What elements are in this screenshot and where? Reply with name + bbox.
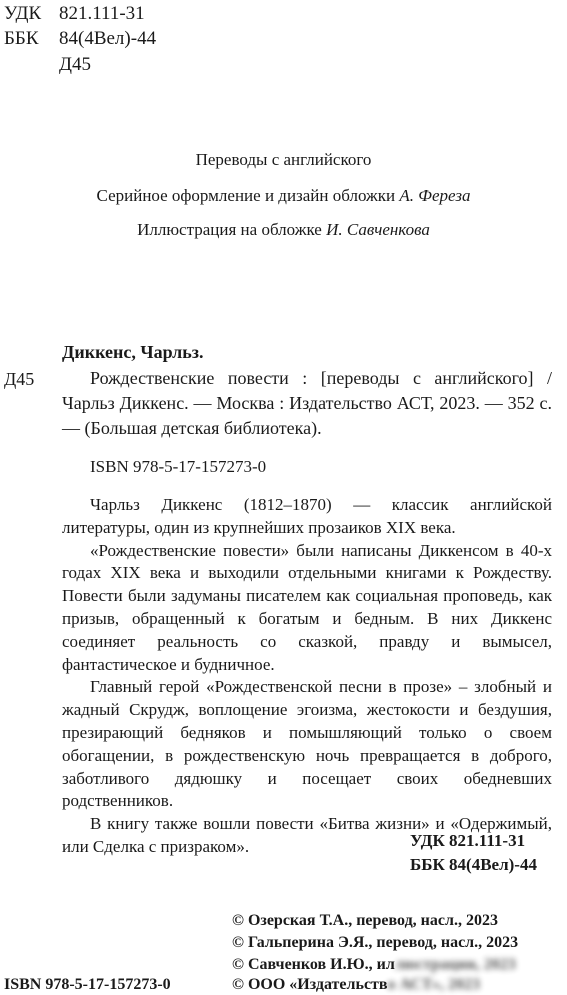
author-heading: Диккенс, Чарльз. xyxy=(62,342,204,362)
author-mark: Д45 xyxy=(59,54,91,75)
bbk-code-line xyxy=(4,27,156,51)
udk-code-line xyxy=(4,2,145,26)
author-mark-bibliographic: Д45 xyxy=(4,369,35,389)
bbk-label: ББК xyxy=(4,28,39,49)
annotation-paragraph: «Рождественские повести» были написаны Диккенсом в 40-х годах XIX века и выходили отдельными книгами к Рождеству. Повести были задуманы писателем как социальная проповедь, как призыв, обращенный к богатым и бедным. В них Диккенс соединяет реальность со сказкой, правду и вымысел, фантастическое и будничное. xyxy=(62,540,552,674)
copyright-line xyxy=(232,956,516,974)
design-credit-text: Серийное оформление и дизайн обложки xyxy=(96,186,400,205)
copyright-blurred-text: о АСТ», 2023 xyxy=(387,976,481,993)
annotation xyxy=(62,494,552,859)
udk-value: 821.111-31 xyxy=(59,3,145,24)
illustration-credit-text: Иллюстрация на обложке xyxy=(137,220,327,239)
footer-udk: УДК 821.111-31 xyxy=(410,831,526,850)
footer-isbn: ISBN 978-5-17-157273-0 xyxy=(4,976,171,993)
bbk-value: 84(4Вел)-44 xyxy=(59,28,157,49)
annotation-paragraph: В книгу также вошли повести «Битва жизни» и «Одержимый, или Сделка с призраком». xyxy=(62,814,552,856)
copyright-line: © Озерская Т.А., перевод, насл., 2023 xyxy=(232,912,498,929)
design-credit xyxy=(0,186,567,206)
copyright-line xyxy=(232,976,480,994)
isbn-line: ISBN 978-5-17-157273-0 xyxy=(90,457,267,476)
annotation-paragraph: Чарльз Диккенс (1812–1870) — классик английской литературы, один из крупнейших прозаиков XIX века. xyxy=(62,495,552,537)
footer-bbk: ББК 84(4Вел)-44 xyxy=(410,855,537,874)
description-text: Рождественские повести : [переводы с английского] / Чарльз Диккенс. — Москва : Издательство АСТ, 2023. — 352 с. — (Большая детская библиотека). xyxy=(62,368,552,438)
translation-credit: Переводы с английского xyxy=(195,150,372,169)
copyright-blurred-text: люстрации, 2023 xyxy=(394,956,516,973)
copyright-visible-text: © ООО «Издательств xyxy=(232,976,388,993)
copyright-line: © Гальперина Э.Я., перевод, насл., 2023 xyxy=(232,934,519,951)
udk-label: УДК xyxy=(4,3,42,24)
illustrator-name: И. Савченкова xyxy=(326,220,430,239)
designer-name: А. Фереза xyxy=(399,186,471,205)
annotation-paragraph: Главный герой «Рождественской песни в прозе» – злобный и жадный Скрудж, воплощение эгоизма, жестокости и бездушия, презирающий бедняков и помышляющий только о своем обогащении, в рождественскую ночь превращается в доброго, заботливого дядюшку и посещает своих обедневших родственников. xyxy=(62,677,552,811)
copyright-visible-text: © Савченков И.Ю., ил xyxy=(232,956,395,973)
bibliographic-description xyxy=(62,366,552,441)
illustration-credit xyxy=(0,220,567,240)
